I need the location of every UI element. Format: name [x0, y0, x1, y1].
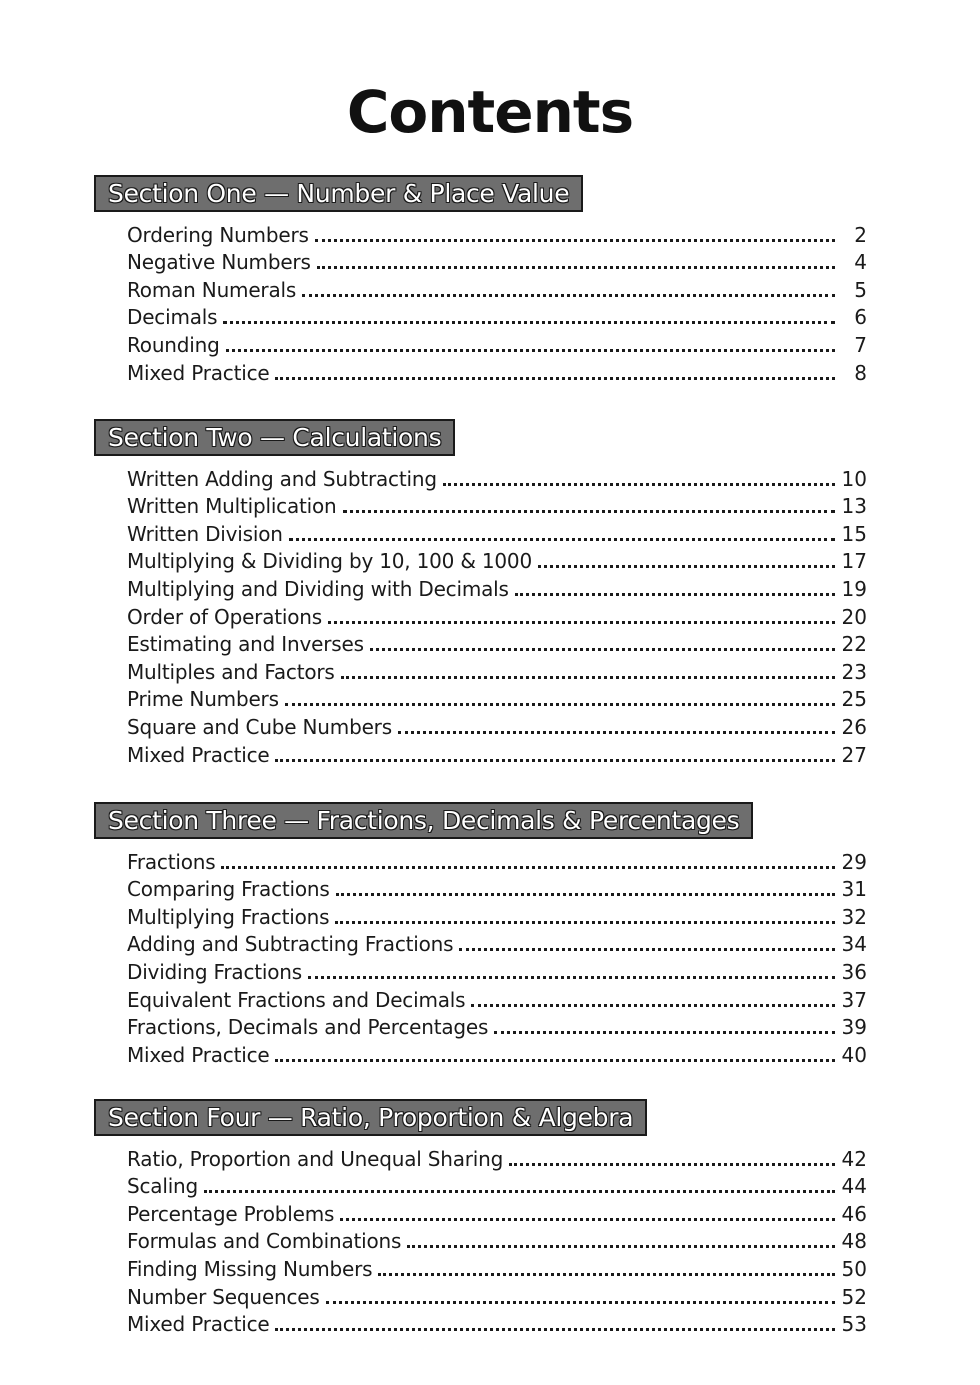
dot-leader [515, 593, 835, 596]
contents-entry[interactable] [127, 573, 867, 601]
dot-leader [538, 565, 835, 568]
dot-leader [509, 1163, 835, 1166]
entry-page: 34 [841, 932, 867, 957]
entry-page: 2 [854, 222, 867, 247]
entry-label: Equivalent Fractions and Decimals [127, 987, 466, 1012]
contents-entry[interactable] [127, 518, 867, 546]
entry-page: 44 [841, 1174, 867, 1199]
section-heading-label: Section One — Number & Place Value [108, 179, 570, 208]
entry-page: 52 [841, 1284, 867, 1309]
dot-leader [343, 510, 835, 513]
contents-entry[interactable] [127, 1226, 867, 1254]
entry-label: Multiplying Fractions [127, 904, 330, 929]
entry-label: Comparing Fractions [127, 877, 330, 902]
contents-entry[interactable] [127, 929, 867, 957]
dot-leader [226, 349, 835, 352]
entry-label: Negative Numbers [127, 250, 311, 275]
entry-label: Mixed Practice [127, 1042, 270, 1067]
entry-label: Written Adding and Subtracting [127, 466, 437, 491]
entry-page: 29 [841, 849, 867, 874]
entry-page: 5 [854, 277, 867, 302]
entry-label: Dividing Fractions [127, 959, 302, 984]
entry-page: 37 [841, 987, 867, 1012]
entry-page: 17 [841, 549, 867, 574]
section-heading[interactable] [94, 175, 583, 212]
dot-leader [285, 703, 835, 706]
section-heading[interactable] [94, 802, 753, 839]
entry-page: 27 [841, 742, 867, 767]
section-heading-label: Section Three — Fractions, Decimals & Percentages [108, 806, 740, 835]
dot-leader [370, 648, 835, 651]
entry-page: 13 [841, 494, 867, 519]
entry-label: Mixed Practice [127, 360, 270, 385]
dot-leader [275, 1059, 835, 1062]
contents-entry[interactable] [127, 302, 867, 330]
contents-list [127, 463, 867, 767]
dot-leader [494, 1031, 835, 1034]
contents-list [127, 219, 867, 385]
section-heading-label: Section Two — Calculations [108, 423, 442, 452]
entry-label: Fractions [127, 849, 216, 874]
dot-leader [289, 538, 835, 541]
entry-page: 39 [841, 1015, 867, 1040]
contents-entry[interactable] [127, 684, 867, 712]
dot-leader [340, 1218, 835, 1221]
dot-leader [378, 1273, 835, 1276]
contents-entry[interactable] [127, 1281, 867, 1309]
entry-page: 48 [841, 1229, 867, 1254]
dot-leader [317, 266, 835, 269]
dot-leader [275, 759, 835, 762]
dot-leader [459, 948, 835, 951]
dot-leader [223, 321, 835, 324]
contents-entry[interactable] [127, 956, 867, 984]
contents-entry[interactable] [127, 219, 867, 247]
contents-entry[interactable] [127, 711, 867, 739]
contents-entry[interactable] [127, 329, 867, 357]
entry-label: Order of Operations [127, 604, 322, 629]
entry-label: Mixed Practice [127, 1312, 270, 1337]
contents-entry[interactable] [127, 1039, 867, 1067]
contents-list [127, 1143, 867, 1336]
dot-leader [341, 676, 835, 679]
section-heading[interactable] [94, 1099, 647, 1136]
entry-label: Percentage Problems [127, 1201, 335, 1226]
contents-entry[interactable] [127, 1012, 867, 1040]
dot-leader [204, 1190, 835, 1193]
dot-leader [407, 1245, 835, 1248]
entry-label: Square and Cube Numbers [127, 714, 392, 739]
entry-label: Estimating and Inverses [127, 632, 364, 657]
entry-label: Multiplying and Dividing with Decimals [127, 576, 509, 601]
contents-entry[interactable] [127, 629, 867, 657]
entry-label: Finding Missing Numbers [127, 1256, 373, 1281]
entry-page: 32 [841, 904, 867, 929]
dot-leader [275, 1328, 835, 1331]
contents-list [127, 846, 867, 1067]
contents-entry[interactable] [127, 656, 867, 684]
entry-label: Ratio, Proportion and Unequal Sharing [127, 1146, 504, 1171]
entry-page: 20 [841, 604, 867, 629]
entry-label: Rounding [127, 332, 220, 357]
contents-entry[interactable] [127, 546, 867, 574]
entry-page: 26 [841, 714, 867, 739]
entry-label: Written Multiplication [127, 494, 337, 519]
contents-entry[interactable] [127, 846, 867, 874]
contents-entry[interactable] [127, 274, 867, 302]
dot-leader [221, 866, 835, 869]
entry-label: Fractions, Decimals and Percentages [127, 1015, 489, 1040]
contents-entry[interactable] [127, 1171, 867, 1199]
entry-page: 40 [841, 1042, 867, 1067]
entry-label: Multiples and Factors [127, 659, 335, 684]
dot-leader [471, 1004, 835, 1007]
dot-leader [326, 1301, 835, 1304]
dot-leader [328, 621, 835, 624]
entry-page: 36 [841, 959, 867, 984]
dot-leader [275, 377, 835, 380]
entry-label: Formulas and Combinations [127, 1229, 402, 1254]
contents-entry[interactable] [127, 357, 867, 385]
contents-entry[interactable] [127, 491, 867, 519]
contents-entry[interactable] [127, 901, 867, 929]
contents-entry[interactable] [127, 601, 867, 629]
dot-leader [398, 731, 835, 734]
dot-leader [443, 483, 835, 486]
entry-label: Decimals [127, 305, 218, 330]
entry-label: Mixed Practice [127, 742, 270, 767]
entry-page: 19 [841, 576, 867, 601]
entry-label: Written Division [127, 521, 283, 546]
entry-page: 50 [841, 1256, 867, 1281]
entry-label: Number Sequences [127, 1284, 320, 1309]
contents-entry[interactable] [127, 874, 867, 902]
entry-label: Roman Numerals [127, 277, 297, 302]
entry-page: 31 [841, 877, 867, 902]
dot-leader [308, 976, 835, 979]
contents-entry[interactable] [127, 1198, 867, 1226]
dot-leader [335, 921, 835, 924]
entry-label: Multiplying & Dividing by 10, 100 & 1000 [127, 549, 532, 574]
entry-label: Scaling [127, 1174, 199, 1199]
entry-label: Ordering Numbers [127, 222, 309, 247]
entry-page: 4 [854, 250, 867, 275]
section-heading[interactable] [94, 419, 455, 456]
entry-page: 7 [854, 332, 867, 357]
dot-leader [315, 239, 835, 242]
contents-entry[interactable] [127, 247, 867, 275]
entry-label: Adding and Subtracting Fractions [127, 932, 454, 957]
dot-leader [302, 294, 835, 297]
entry-page: 53 [841, 1312, 867, 1337]
page-title: Contents [346, 78, 634, 146]
entry-page: 25 [841, 687, 867, 712]
section-heading-label: Section Four — Ratio, Proportion & Algebra [108, 1103, 634, 1132]
entry-page: 15 [841, 521, 867, 546]
contents-entry[interactable] [127, 1253, 867, 1281]
dot-leader [336, 893, 835, 896]
entry-page: 46 [841, 1201, 867, 1226]
contents-entry[interactable] [127, 463, 867, 491]
contents-entry[interactable] [127, 1143, 867, 1171]
entry-page: 23 [841, 659, 867, 684]
entry-page: 10 [841, 466, 867, 491]
contents-entry[interactable] [127, 739, 867, 767]
entry-page: 6 [854, 305, 867, 330]
entry-page: 22 [841, 632, 867, 657]
contents-entry[interactable] [127, 1309, 867, 1337]
contents-entry[interactable] [127, 984, 867, 1012]
entry-label: Prime Numbers [127, 687, 279, 712]
entry-page: 42 [841, 1146, 867, 1171]
entry-page: 8 [854, 360, 867, 385]
